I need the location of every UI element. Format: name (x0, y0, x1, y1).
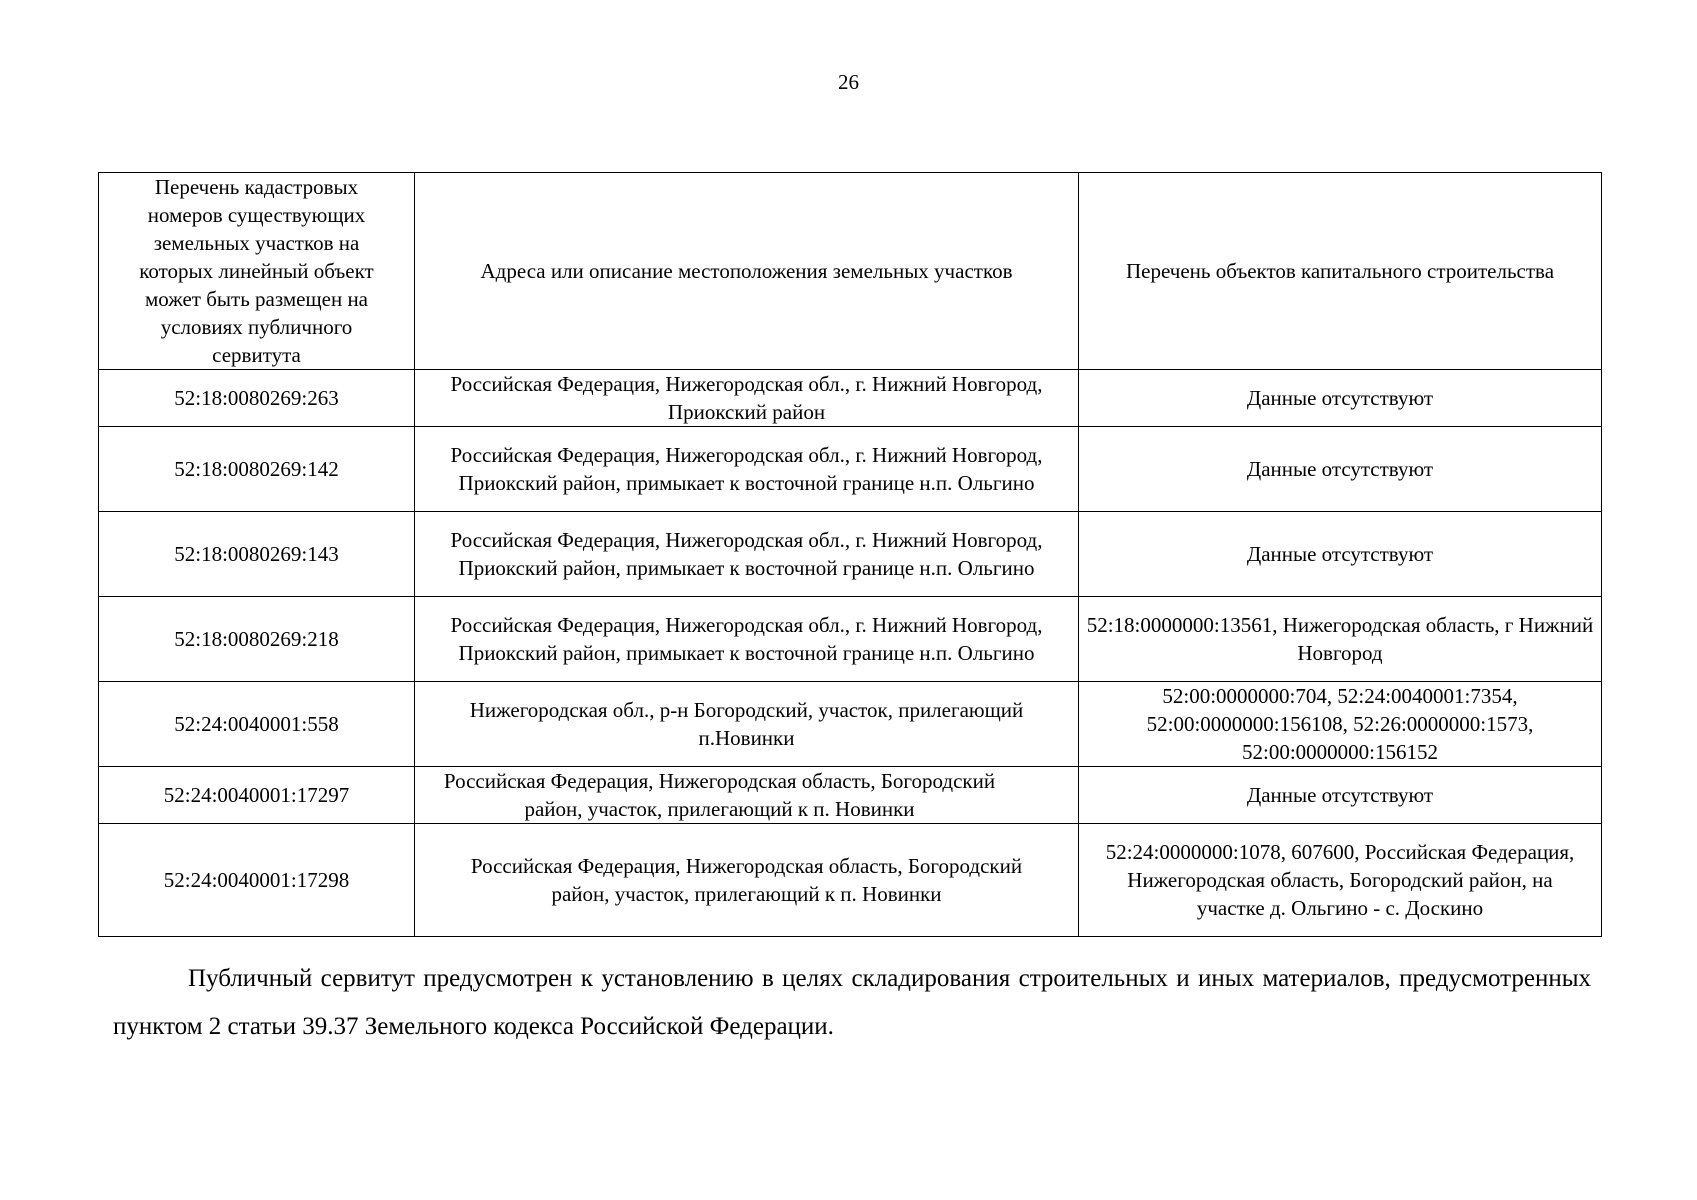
table-row (99, 824, 1602, 937)
table-row (99, 512, 1602, 597)
address-cell: Российская Федерация, Нижегородская область, Богородский район, участок, прилегающий к п. Новинки (415, 767, 1079, 824)
cadastral-number-cell: 52:24:0040001:17298 (99, 824, 415, 937)
footer-paragraph: Публичный сервитут предусмотрен к установлению в целях складирования строительных и иных материалов, предусмотренных пунктом 2 статьи 39.37 Земельного кодекса Российской Федерации. (113, 965, 1591, 1040)
header-addresses: Адреса или описание местоположения земельных участков (415, 173, 1079, 370)
servitude-table (98, 172, 1602, 937)
capital-objects-cell: Данные отсутствуют (1079, 512, 1602, 597)
table-row (99, 427, 1602, 512)
cadastral-number-cell: 52:24:0040001:17297 (99, 767, 415, 824)
address-cell: Российская Федерация, Нижегородская обл., г. Нижний Новгород, Приокский район (415, 370, 1079, 427)
address-cell: Российская Федерация, Нижегородская обл., г. Нижний Новгород, Приокский район, примыкает к восточной границе н.п. Ольгино (415, 512, 1079, 597)
table-row (99, 767, 1602, 824)
cadastral-number-cell: 52:18:0080269:143 (99, 512, 415, 597)
header-cadastral-numbers: Перечень кадастровых номеров существующих земельных участков на которых линейный объект может быть размещен на условиях публичного сервитута (99, 173, 415, 370)
address-cell: Российская Федерация, Нижегородская область, Богородский район, участок, прилегающий к п. Новинки (415, 824, 1079, 937)
table-row (99, 682, 1602, 767)
capital-objects-cell: Данные отсутствуют (1079, 370, 1602, 427)
table-row (99, 597, 1602, 682)
cadastral-number-cell: 52:18:0080269:263 (99, 370, 415, 427)
capital-objects-cell: 52:00:0000000:704, 52:24:0040001:7354, 52:00:0000000:156108, 52:26:0000000:1573, 52:00:0000000:156152 (1079, 682, 1602, 767)
address-cell: Нижегородская обл., р-н Богородский, участок, прилегающий п.Новинки (415, 682, 1079, 767)
capital-objects-cell: 52:24:0000000:1078, 607600, Российская Федерация, Нижегородская область, Богородский район, на участке д. Ольгино - с. Доскино (1079, 824, 1602, 937)
table-header-row (99, 173, 1602, 370)
cadastral-number-cell: 52:18:0080269:142 (99, 427, 415, 512)
cadastral-number-cell: 52:24:0040001:558 (99, 682, 415, 767)
capital-objects-cell: Данные отсутствуют (1079, 427, 1602, 512)
address-cell: Российская Федерация, Нижегородская обл., г. Нижний Новгород, Приокский район, примыкает к восточной границе н.п. Ольгино (415, 597, 1079, 682)
header-capital-objects: Перечень объектов капитального строительства (1079, 173, 1602, 370)
address-cell: Российская Федерация, Нижегородская обл., г. Нижний Новгород, Приокский район, примыкает к восточной границе н.п. Ольгино (415, 427, 1079, 512)
capital-objects-cell: Данные отсутствуют (1079, 767, 1602, 824)
cadastral-number-cell: 52:18:0080269:218 (99, 597, 415, 682)
page-number: 26 (838, 70, 859, 94)
table-row (99, 370, 1602, 427)
capital-objects-cell: 52:18:0000000:13561, Нижегородская область, г Нижний Новгород (1079, 597, 1602, 682)
